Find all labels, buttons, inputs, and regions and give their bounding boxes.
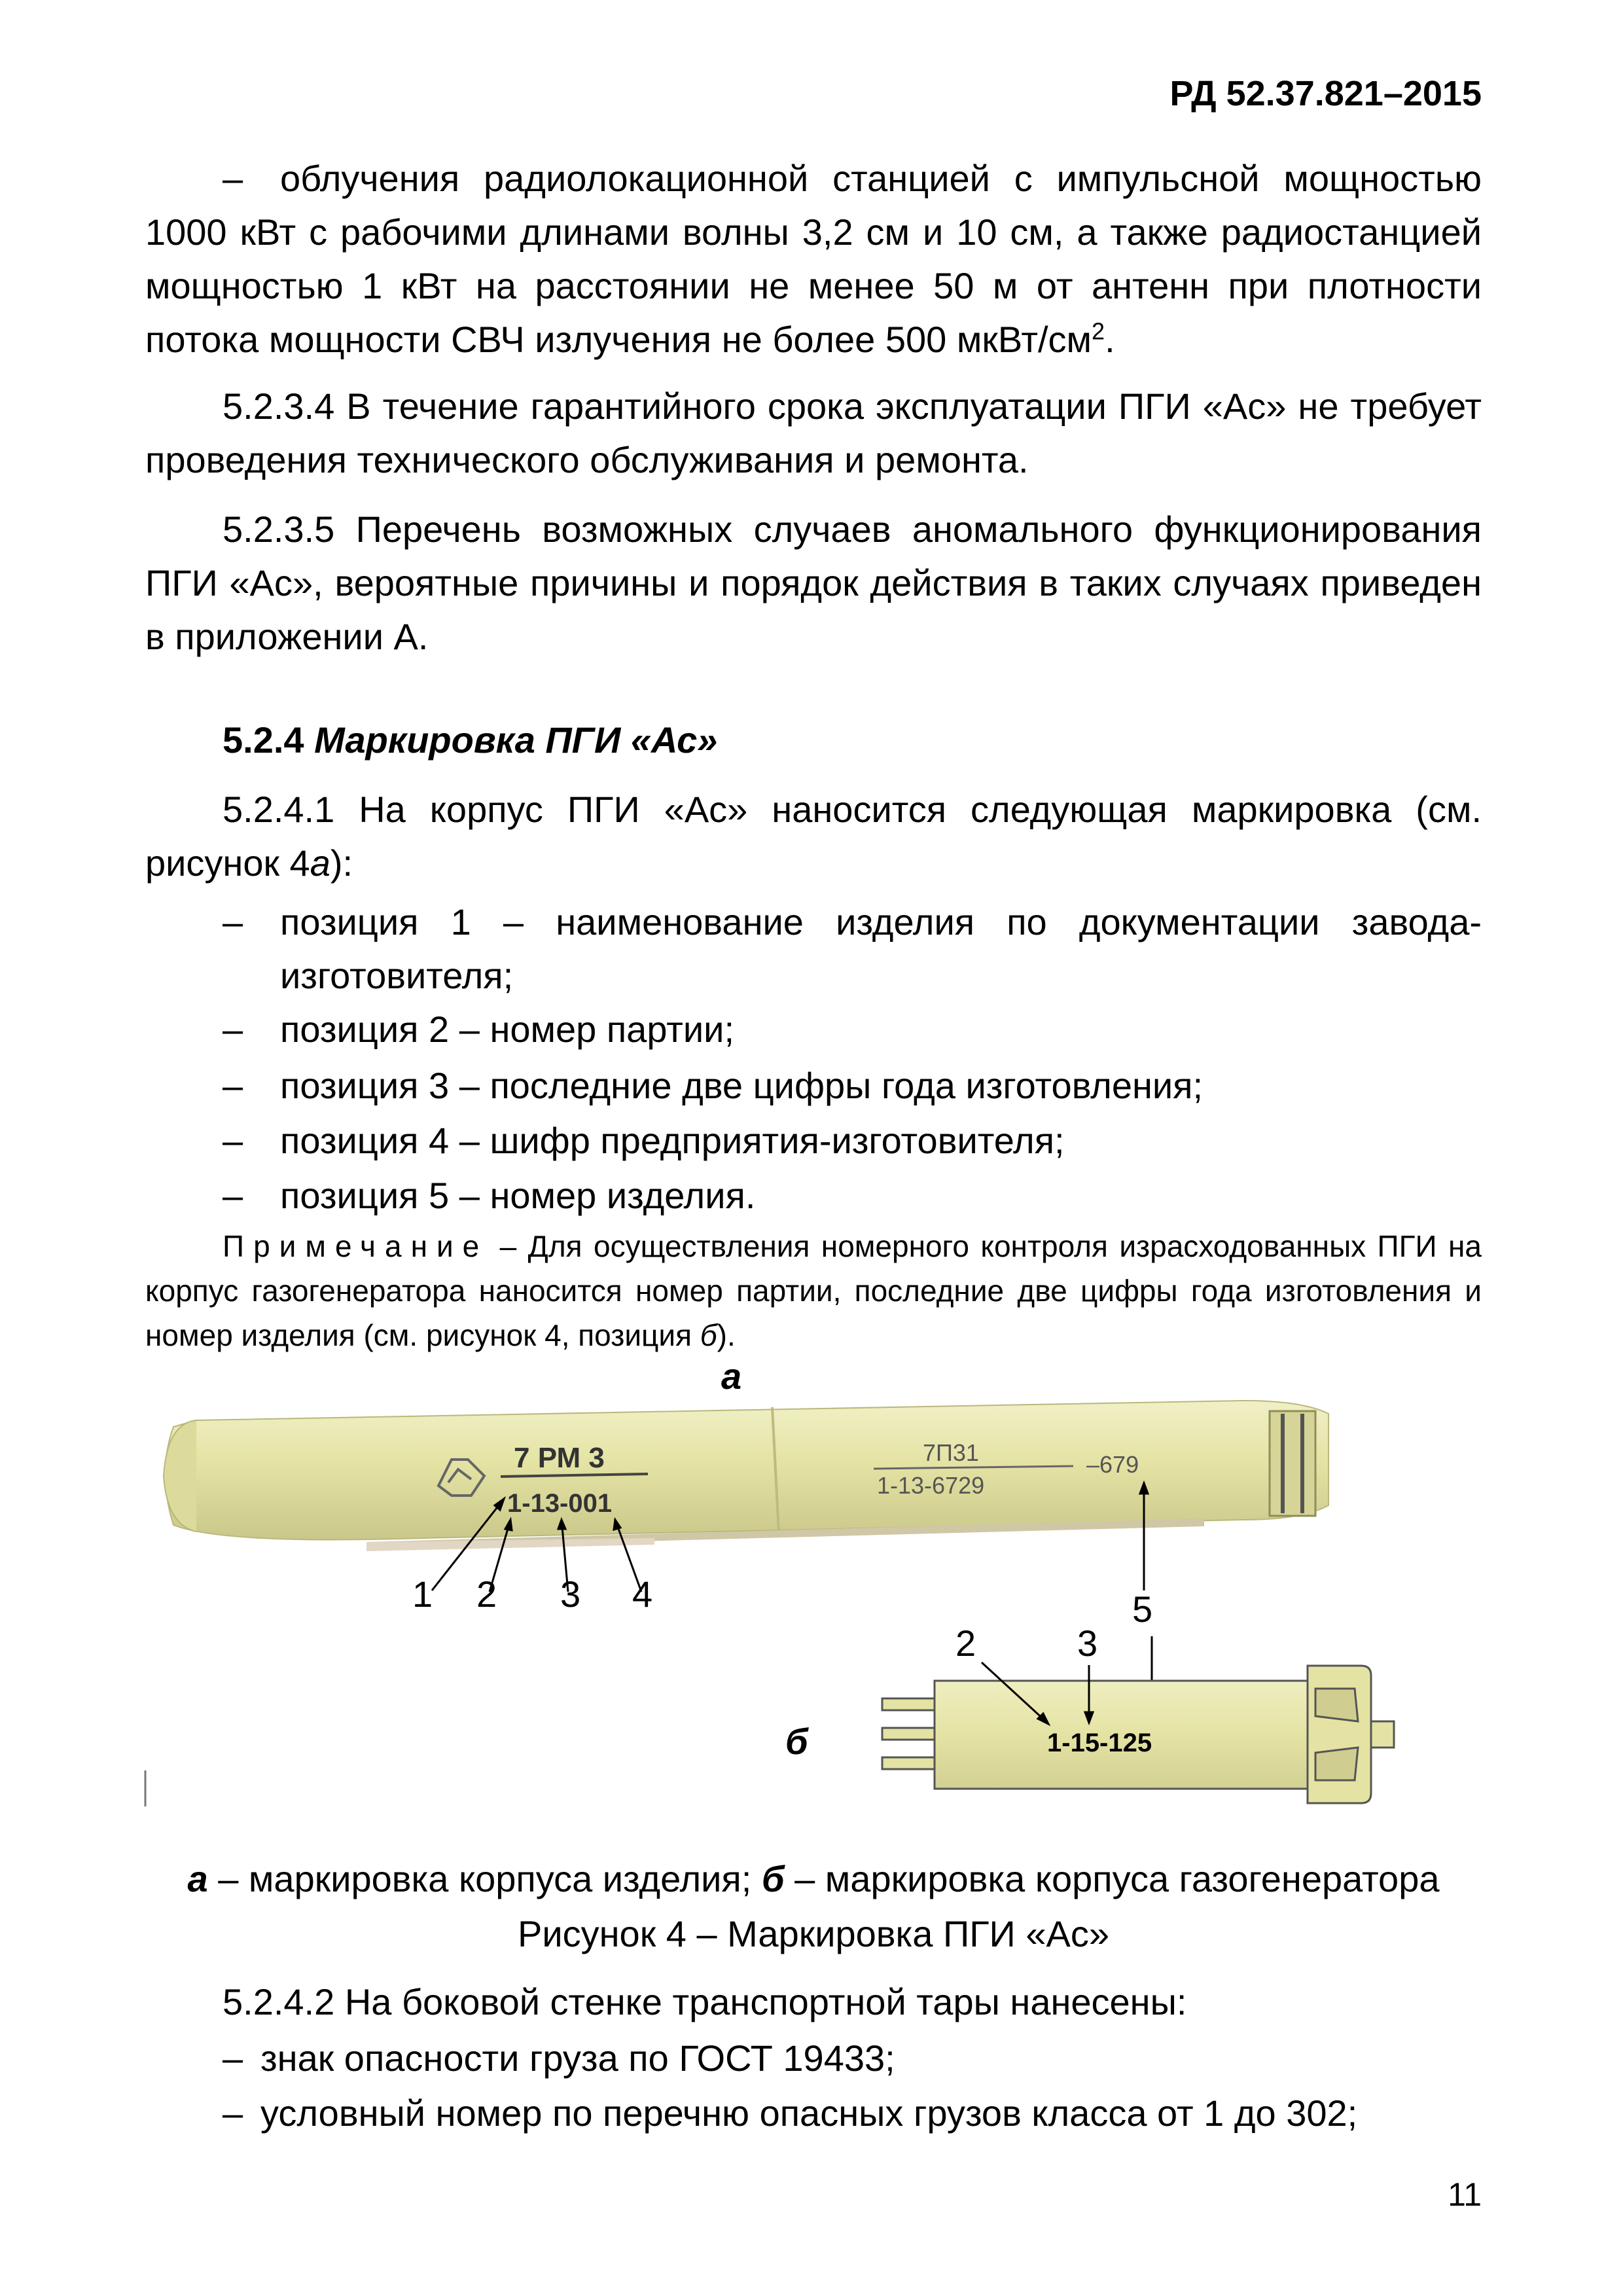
list-item-text: облучения радиолокационной станцией с импульсной мощностью 1000 кВт с рабочими длинами волны 3,2 см и 10 см, а также радиостанцией мощностью 1 кВт на расстоянии не менее 50 м от антенн при плотности потока мощности СВЧ излучения не более 500 мкВт/$см^2$.	[145, 158, 1482, 360]
body-marking-right-line3: –679	[1086, 1451, 1139, 1478]
list-item: – позиция 4 – шифр предприятия-изготовителя;	[145, 1114, 1482, 1168]
page-number: 11	[1448, 2176, 1482, 2213]
list-item: – позиция 5 – номер изделия.	[145, 1169, 1482, 1223]
note-label: Примечание	[223, 1229, 489, 1263]
figure-caption: а – маркировка корпуса изделия; б – маркировка корпуса газогенератора	[187, 1858, 1440, 1899]
callout-b-3: 3	[1077, 1623, 1098, 1664]
figure-drawing	[0, 1348, 1623, 1846]
figure-label-a: а	[721, 1355, 742, 1397]
body-marking-line2: 1-13-001	[507, 1489, 613, 1518]
paragraph-5-2-3-4: 5.2.3.4 В течение гарантийного срока эксплуатации ПГИ «Ас» не требует проведения технического обслуживания и ремонта.	[145, 386, 1482, 480]
list-dash: –	[223, 158, 243, 199]
note: Примечание – Для осуществления номерного контроля израсходованных ПГИ на корпус газогенератора наносится номер партии, последние две цифры года изготовления и номер изделия (см. рисунок 4, позиция б).	[145, 1229, 1482, 1352]
paragraph-5-2-4-1: 5.2.4.1 На корпус ПГИ «Ас» наносится следующая маркировка (см. рисунок 4а):	[145, 789, 1482, 884]
callout-5: 5	[1132, 1588, 1153, 1630]
body-marking-line1: 7 РМ 3	[514, 1442, 605, 1474]
paragraph-5-2-3-5: 5.2.3.5 Перечень возможных случаев аномального функционирования ПГИ «Ас», вероятные причины и порядок действия в таких случаях приведен в приложении А.	[145, 509, 1482, 657]
callout-2: 2	[476, 1573, 497, 1615]
figure-4	[0, 1348, 1623, 1846]
list-item-text: позиция 1 – наименование изделия по документации завода-изготовителя;	[280, 901, 1482, 996]
list-item: – знак опасности груза по ГОСТ 19433;	[145, 2032, 1482, 2085]
list-item-text: условный номер по перечню опасных грузов класса от 1 до 302;	[260, 2092, 1358, 2134]
body-marking-right-line2: 1-13-6729	[877, 1472, 985, 1499]
list-item-text: позиция 2 – номер партии;	[280, 1009, 735, 1050]
section-heading: 5.2.4 Маркировка ПГИ «Ас»	[223, 719, 718, 761]
list-item: – позиция 2 – номер партии;	[145, 1003, 1482, 1056]
callout-3: 3	[560, 1573, 581, 1615]
document-code: РД 52.37.821–2015	[1169, 74, 1482, 113]
callout-1: 1	[412, 1573, 433, 1615]
callout-4: 4	[632, 1573, 653, 1615]
list-item: – условный номер по перечню опасных грузов класса от 1 до 302;	[145, 2087, 1482, 2140]
list-item-text: позиция 5 – номер изделия.	[280, 1175, 756, 1216]
product-body	[164, 1401, 1329, 1551]
figure-label-b: б	[785, 1721, 808, 1762]
callout-b-2: 2	[955, 1623, 976, 1664]
list-item: – позиция 3 – последние две цифры года изготовления;	[145, 1059, 1482, 1113]
list-item-text: знак опасности груза по ГОСТ 19433;	[260, 2037, 895, 2079]
list-item-text: позиция 4 – шифр предприятия-изготовителя;	[280, 1120, 1065, 1161]
list-item-text: позиция 3 – последние две цифры года изготовления;	[280, 1065, 1204, 1106]
gas-generator-marking: 1-15-125	[1047, 1729, 1152, 1757]
body-marking-right-line1: 7П31	[923, 1439, 979, 1466]
paragraph-5-2-4-2: 5.2.4.2 На боковой стенке транспортной тары нанесены:	[223, 1981, 1187, 2022]
list-item: – позиция 1 – наименование изделия по документации завода-изготовителя;	[145, 895, 1482, 1003]
figure-title: Рисунок 4 – Маркировка ПГИ «Ас»	[517, 1913, 1109, 1954]
list-item	[145, 152, 1482, 367]
